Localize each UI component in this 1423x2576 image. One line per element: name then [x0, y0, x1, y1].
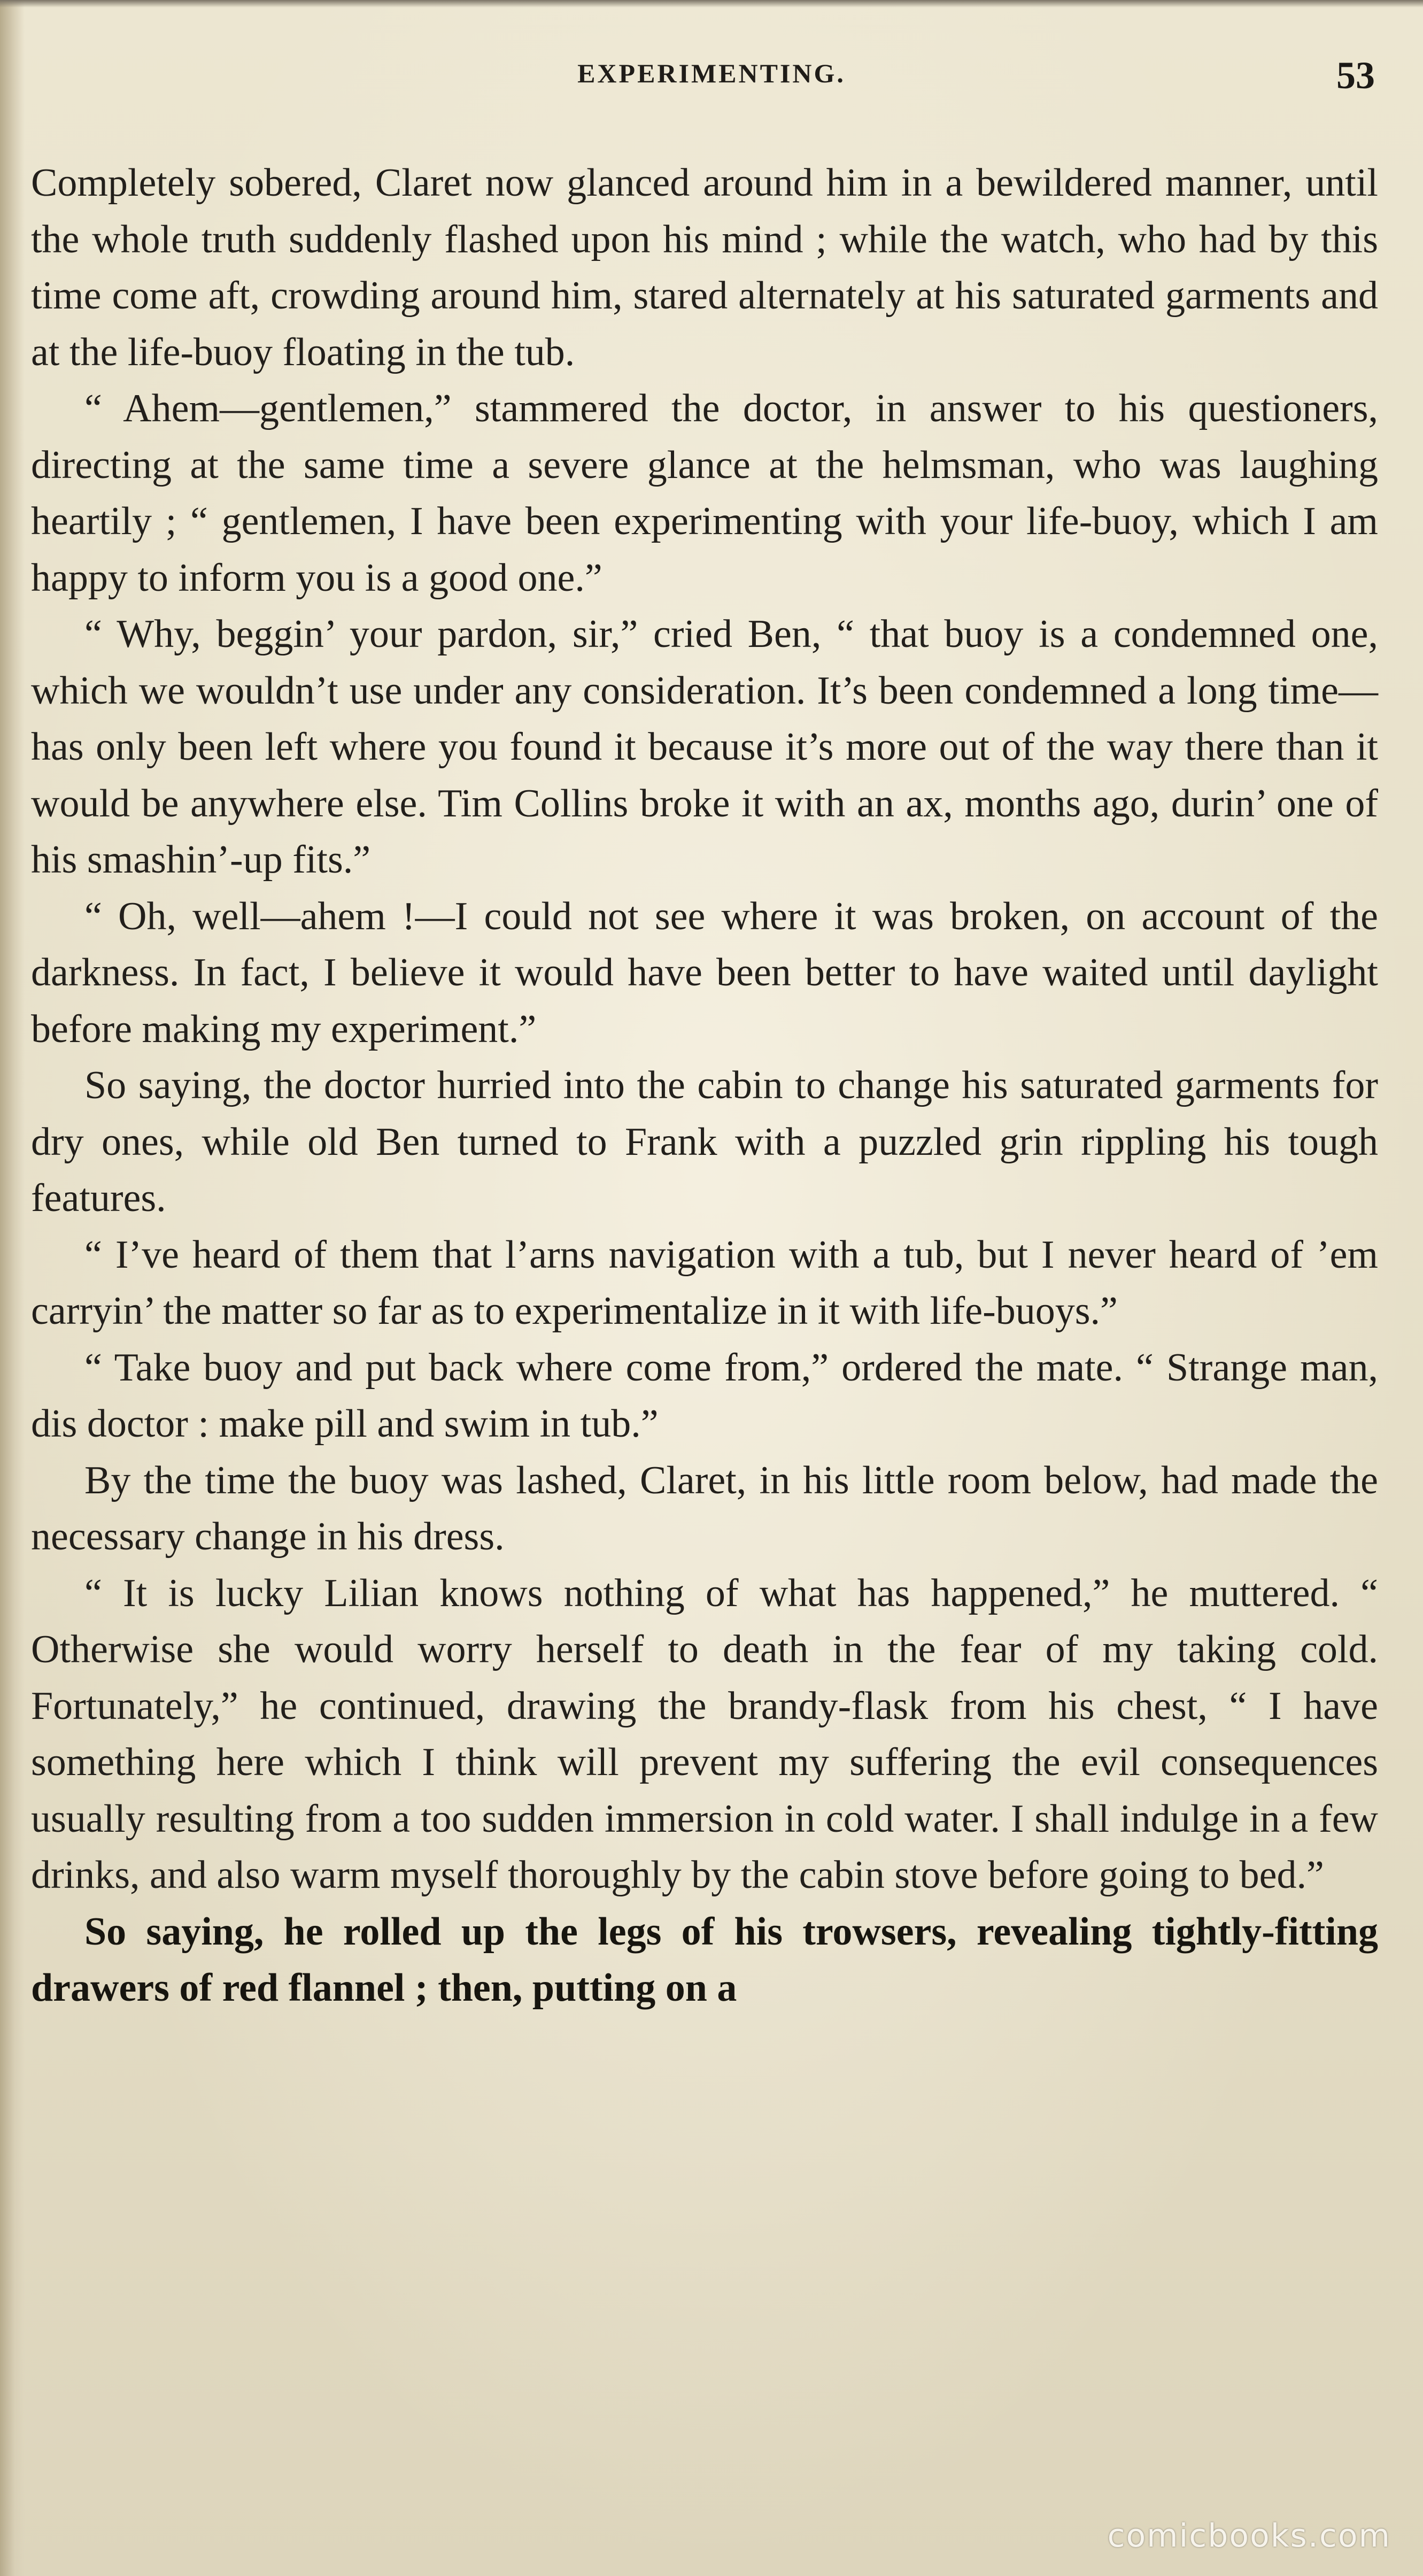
body-text: [31, 155, 1378, 2017]
paragraph: “ Take buoy and put back where come from,” ordered the mate. “ Strange man, dis doctor : make pill and swim in tub.”: [31, 1345, 1378, 1446]
page-spine-shadow: [0, 0, 25, 2576]
paragraph: By the time the buoy was lashed, Claret, in his little room below, had made the necessary change in his dress.: [31, 1458, 1378, 1559]
paragraph: “ It is lucky Lilian knows nothing of what has happened,” he muttered. “ Otherwise she would worry herself to death in the fear of my taking cold. Fortunately,” he continued, drawing the brandy-flask from his chest, “ I have something here which I think will prevent my suffering the evil consequences usually resulting from a too sudden immersion in cold water. I shall indulge in a few drinks, and also warm myself thoroughly by the cabin stove before going to bed.”: [31, 1571, 1378, 1897]
paragraph: “ I’ve heard of them that l’arns navigation with a tub, but I never heard of ’em carryin’ the matter so far as to experimentalize in it with life-buoys.”: [31, 1232, 1378, 1333]
paragraph: So saying, the doctor hurried into the cabin to change his saturated garments for dry ones, while old Ben turned to Frank with a puzzled grin rippling his tough features.: [31, 1063, 1378, 1220]
page-top-edge: [0, 0, 1423, 7]
paragraph: Completely sobered, Claret now glanced around him in a bewildered manner, until the whole truth suddenly flashed upon his mind ; while the watch, who had by this time come aft, crowding around him, stared alternately at his saturated garments and at the life-buoy floating in the tub.: [31, 161, 1378, 374]
running-title: EXPERIMENTING.: [577, 58, 846, 88]
site-watermark: comicbooks.com: [1107, 2517, 1391, 2555]
page-number: 53: [1336, 54, 1375, 97]
paragraph: “ Why, beggin’ your pardon, sir,” cried Ben, “ that buoy is a condemned one, which we wouldn’t use under any consideration. It’s been condemned a long time—has only been left where you found it because it’s more out of the way there than it would be anywhere else. Tim Collins broke it with an ax, months ago, durin’ one of his smashin’-up fits.”: [31, 612, 1378, 882]
paragraph: “ Ahem—gentlemen,” stammered the doctor, in answer to his questioners, directing at the same time a severe glance at the helmsman, who was laughing heartily ; “ gentlemen, I have been experimenting with your life-buoy, which I am happy to inform you is a good one.”: [31, 387, 1378, 600]
running-header: [0, 53, 1423, 96]
paragraph: “ Oh, well—ahem !—I could not see where it was broken, on account of the darkness. In fact, I believe it would have been better to have waited until daylight before making my experiment.”: [31, 894, 1378, 1051]
paragraph: So saying, he rolled up the legs of his trowsers, revealing tightly-fitting drawers of red flannel ; then, putting on a: [31, 1909, 1378, 2010]
